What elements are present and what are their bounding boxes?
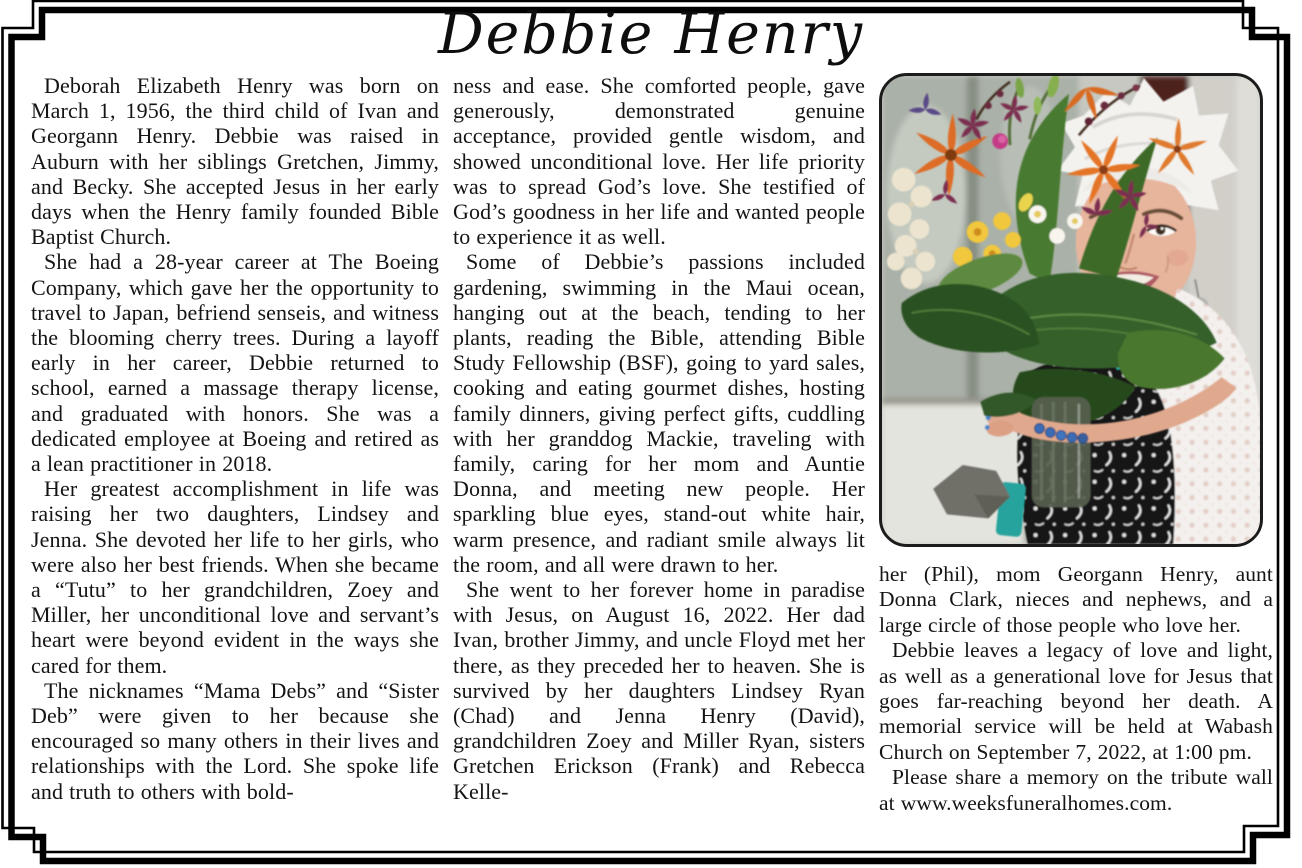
obituary-paragraph: The nicknames “Mama Debs” and “Sister Deb” were given to her because she encouraged so many others in their lives and relationships with the Lord. She spoke life and truth to others with bold- (31, 677, 439, 804)
obituary-body (31, 73, 1273, 862)
column-1 (31, 73, 439, 862)
column-3 (879, 73, 1273, 862)
obituary-title: Debbie Henry (437, 1, 865, 67)
portrait-illustration (882, 76, 1260, 544)
obituary-paragraph: ness and ease. She comforted people, gave generously, demonstrated genuine acceptance, provided gentle wisdom, and showed unconditional love. Her life priority was to spread God’s love. She testified of God’s goodness in her life and wanted people to experience it as well. (453, 73, 865, 250)
obituary-paragraph: She went to her forever home in paradise with Jesus, on August 16, 2022. Her dad Ivan, brother Jimmy, and uncle Floyd met her there, as they preceded her to heaven. She is survived by her daughters Lindsey Ryan (Chad) and Jenna Henry (David), grandchildren Zoey and Miller Ryan, sisters Gretchen Erickson (Frank) and Rebecca Kelle- (453, 577, 865, 804)
obituary-paragraph: Her greatest accomplishment in life was raising her two daughters, Lindsey and Jenna. She devoted her life to her girls, who were also her best friends. When she became a “Tutu” to her grandchildren, Zoey and Miller, her unconditional love and servant’s heart were beyond evident in the ways she cared for them. (31, 476, 439, 678)
portrait-photo (879, 73, 1263, 547)
obituary-paragraph: Debbie leaves a legacy of love and light, as well as a generational love for Jesus that goes far-reaching beyond her death. A memorial service will be held at Wabash Church on September 7, 2022, at 1:00 pm. (879, 638, 1273, 764)
obituary-paragraph: Some of Debbie’s passions included gardening, swimming in the Maui ocean, hanging out at the beach, tending to her plants, reading the Bible, attending Bible Study Fellowship (BSF), going to yard sales, cooking and eating gourmet dishes, hosting family dinners, giving perfect gifts, cuddling with her granddog Mackie, traveling with family, caring for her mom and Auntie Donna, and meeting new people. Her sparkling blue eyes, stand-out white hair, warm presence, and radiant smile always lit the room, and all were drawn to her. (453, 249, 865, 577)
obituary-paragraph: her (Phil), mom Georgann Henry, aunt Donna Clark, nieces and nephews, and a large circle of those people who love her. (879, 562, 1273, 637)
obituary-paragraph: Deborah Elizabeth Henry was born on March 1, 1956, the third child of Ivan and Georgann Henry. Debbie was raised in Auburn with her siblings Gretchen, Jimmy, and Becky. She accepted Jesus in her early days when the Henry family founded Bible Baptist Church. (31, 73, 439, 250)
column-2 (453, 73, 865, 862)
obituary-paragraph: She had a 28-year career at The Boeing Company, which gave her the opportunity to travel to Japan, befriend senseis, and witness the blooming cherry trees. During a layoff early in her career, Debbie returned to school, earned a massage therapy license, and graduated with honors. She was a dedicated employee at Boeing and retired as a lean practitioner in 2018. (31, 249, 439, 477)
obituary-paragraph: Please share a memory on the tribute wall at www.weeksfuneralhomes.com. (879, 765, 1273, 815)
